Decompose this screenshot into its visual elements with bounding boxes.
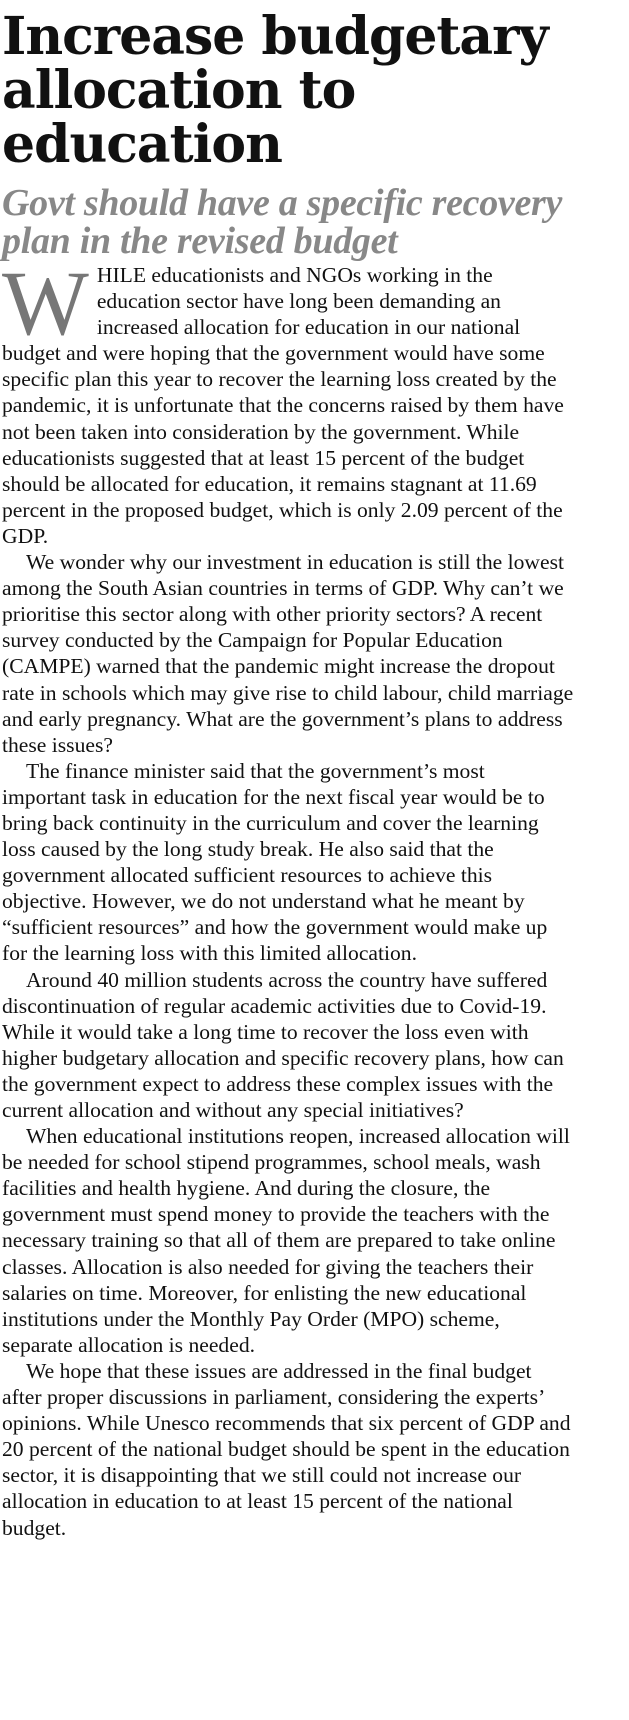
- subheadline: Govt should have a specific recovery plan in the revised budget: [2, 182, 563, 262]
- headline: Increase budgetary allocation to education: [2, 6, 548, 175]
- editorial-article: [2, 0, 574, 1541]
- article-body: [2, 252, 574, 1541]
- paragraph-6: We hope that these issues are addressed in the final budget after proper discussions in parliament, considering the experts’ opinions. While Unesco recommends that six percent of GDP and 20 percent of the national budget should be spent in the education sector, it is disappointing that we still could not increase our allocation in education to at least 15 percent of the national budget.: [2, 1358, 571, 1540]
- paragraph-4: Around 40 million students across the country have suffered discontinuation of regular academic activities due to Covid-19. While it would take a long time to recover the loss even with higher budgetary allocation and specific recovery plans, how can the government expect to address these complex issues with the current allocation and without any special initiatives?: [2, 967, 564, 1122]
- paragraph-1-text: educationists and NGOs working in the education sector have long been demanding an increased allocation for education in our national budget and were hoping that the government would have some specific plan this year to recover the learning loss created by the pandemic, it is unfortunate that the concerns raised by them have not been taken into consideration by the government. While educationists suggested that at least 15 percent of the budget should be allocated for education, it remains stagnant at 11.69 percent in the proposed budget, which is only 2.09 percent of the GDP.: [2, 263, 564, 548]
- paragraph-5: When educational institutions reopen, increased allocation will be needed for school stipend programmes, school meals, wash facilities and health hygiene. And during the closure, the government must spend money to provide the teachers with the necessary training so that all of them are prepared to take online classes. Allocation is also needed for giving the teachers their salaries on time. Moreover, for enlisting the new educational institutions under the Monthly Pay Order (MPO) scheme, separate allocation is needed.: [2, 1124, 570, 1357]
- paragraph-2: We wonder why our investment in education is still the lowest among the South Asian countries in terms of GDP. Why can’t we prioritise this sector along with other priority sectors? A recent survey conducted by the Campaign for Popular Education (CAMPE) warned that the pandemic might increase the dropout rate in schools which may give rise to child labour, child marriage and early pregnancy. What are the government’s plans to address these issues?: [2, 550, 574, 757]
- paragraph-3: The finance minister said that the government’s most important task in education for the next fiscal year would be to bring back continuity in the curriculum and cover the learning loss caused by the long study break. He also said that the government allocated sufficient resources to achieve this objective. However, we do not understand what he meant by “sufficient resources” and how the government would make up for the learning loss with this limited allocation.: [2, 758, 548, 966]
- lead-in-small-caps: HILE: [96, 263, 147, 287]
- drop-cap: W: [2, 252, 89, 354]
- paragraph-1: [2, 252, 574, 549]
